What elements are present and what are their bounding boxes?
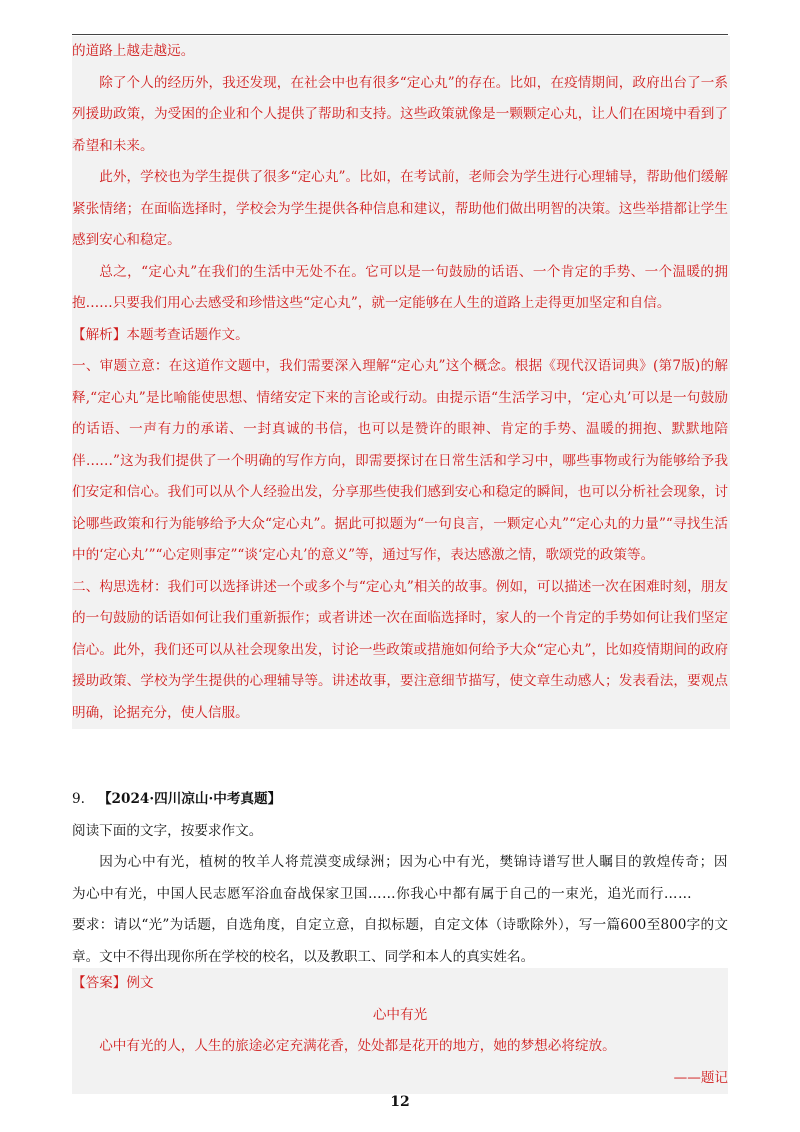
analysis-part-1: 一、审题立意：在这道作文题中，我们需要深入理解“定心丸”这个概念。根据《现代汉语词典》(第7版)的解释,“定心丸”是比喻能使思想、情绪安定下来的言论或行动。由提示语“生活学习中，‘定心丸’可以是一句鼓励的话语、一声有力的承诺、一封真诚的书信，也可以是赞许的眼神、肯定的手势、温暖的拥抱、默默地陪伴……”这为我们提供了一个明确的写作方向，即需要探讨在日常生活和学习中，哪些事物或行为能够给予我们安定和信心。我们可以从个人经验出发，分享那些使我们感到安心和稳定的瞬间，也可以分析社会现象，讨论哪些政策和行为能够给予大众“定心丸”。据此可拟题为“一句良言，一颗定心丸”“定心丸的力量”“寻找生活中的‘定心丸’”“心定则事定”“谈‘定心丸’的意义”等，通过写作，表达感激之情，歌颂党的政策等。 bbox=[72, 358, 728, 563]
essay-paragraph-2: 除了个人的经历外，我还发现，在社会中也有很多“定心丸”的存在。比如，在疫情期间，政府出台了一系列援助政策，为受困的企业和个人提供了帮助和支持。这些政策就像是一颗颗定心丸，让人们在困境中看到了希望和未来。 bbox=[72, 74, 728, 154]
essay-paragraph-3: 此外，学校也为学生提供了很多“定心丸”。比如，在考试前，老师会为学生进行心理辅导，帮助他们缓解紧张情绪；在面临选择时，学校会为学生提供各种信息和建议，帮助他们做出明智的决策。这些举措都让学生感到安心和稳定。 bbox=[72, 169, 728, 248]
question-requirement: 要求：请以“光”为话题，自选角度，自定立意，自拟标题，自定文体（诗歌除外），写一篇600至800字的文章。文中不得出现你所在学校的校名，以及教职工、同学和本人的真实姓名。 bbox=[72, 917, 728, 965]
page-number: 12 bbox=[390, 1094, 410, 1110]
question-material: 因为心中有光，植树的牧羊人将荒漠变成绿洲；因为心中有光，樊锦诗谱写世人瞩目的敦煌传奇；因为心中有光，中国人民志愿军浴血奋战保家卫国……你我心中都有属于自己的一束光，追光而行…… bbox=[72, 854, 728, 902]
essay-and-analysis-block bbox=[72, 36, 730, 729]
example-epigraph: 心中有光的人，人生的旅途必定充满花香，处处都是花开的地方，她的梦想必将绽放。 bbox=[99, 1038, 616, 1054]
question-source: 【2024·四川凉山·中考真题】 bbox=[97, 791, 282, 807]
answer-heading bbox=[72, 968, 728, 1000]
example-title: 心中有光 bbox=[372, 1006, 428, 1023]
answer-tag: 【答案】 bbox=[72, 975, 127, 991]
analysis-part-2: 二、构思选材：我们可以选择讲述一个或多个与“定心丸”相关的故事。例如，可以描述一次在困难时刻，朋友的一句鼓励的话语如何让我们重新振作；或者讲述一次在面临选择时，家人的一个肯定的手势如何让我们坚定信心。此外，我们还可以从社会现象出发，讨论一些政策或措施如何给予大众“定心丸”，比如疫情期间的政府援助政策、学校为学生提供的心理辅导等。讲述故事，要注意细节描写，使文章生动感人；发表看法，要观点明确，论据充分，使人信服。 bbox=[72, 578, 728, 721]
epigraph-source: ——题记 bbox=[673, 1069, 728, 1086]
question-9 bbox=[72, 784, 728, 973]
question-9-heading bbox=[72, 784, 728, 816]
essay-paragraph-4: 总之，“定心丸”在我们的生活中无处不在。它可以是一句鼓励的话语、一个肯定的手势、一个温暖的拥抱……只要我们用心去感受和珍惜这些“定心丸”，就一定能够在人生的道路上走得更加坚定和自信。 bbox=[72, 263, 728, 311]
answer-label: 例文 bbox=[126, 975, 154, 991]
answer-block bbox=[72, 968, 728, 1094]
header-rule bbox=[72, 34, 728, 35]
analysis-tag: 【解析】 bbox=[72, 326, 127, 343]
analysis-intro: 本题考查话题作文。 bbox=[126, 326, 249, 343]
question-instruction: 阅读下面的文字，按要求作文。 bbox=[72, 822, 263, 839]
question-number: 9. bbox=[72, 791, 85, 807]
analysis-intro-line bbox=[72, 320, 728, 352]
essay-line-end: 的道路上越走越远。 bbox=[72, 43, 195, 59]
